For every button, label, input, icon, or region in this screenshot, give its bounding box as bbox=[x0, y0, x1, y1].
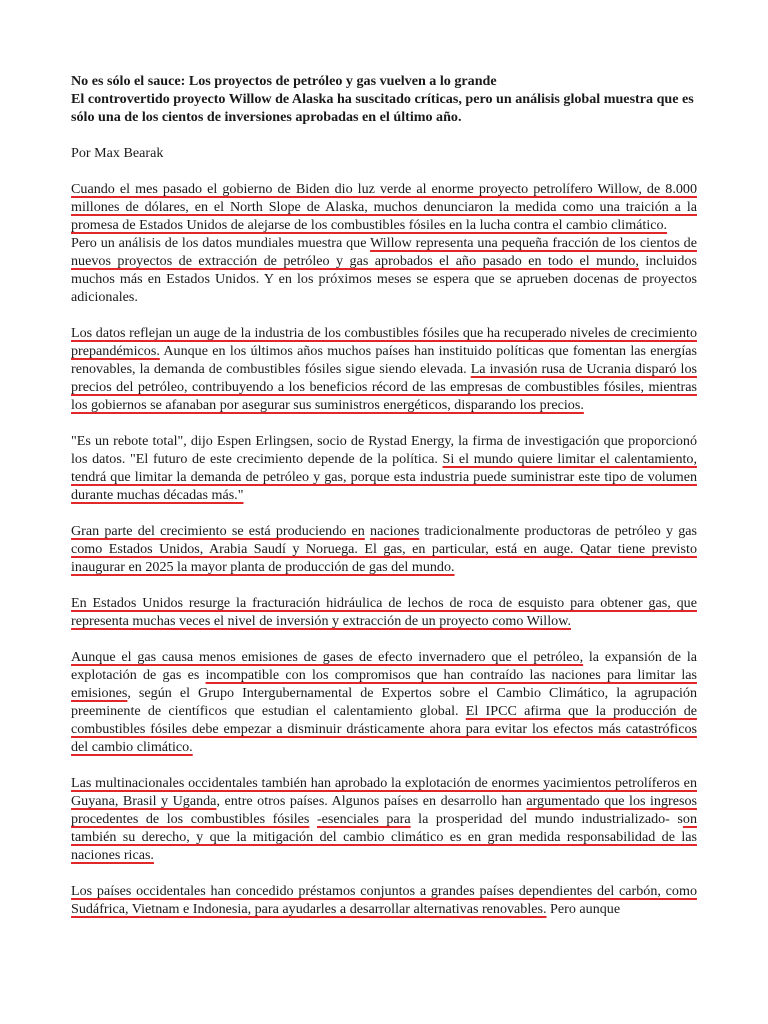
paragraph bbox=[71, 648, 697, 756]
text-run: tradicionalmente productoras de petróleo y gas bbox=[419, 523, 698, 539]
text-run bbox=[309, 811, 317, 827]
text-run: , según el Grupo Intergubernamental de Expertos sobre el Cambio Climático, la agrupación preeminente de científicos que estudian el calentamiento global. bbox=[71, 685, 697, 719]
underlined-text: -esenciales para bbox=[316, 811, 411, 827]
text-run: incluidos muchos más en Estados Unidos. Y en los próximos meses se espera que se aprueben docenas de proyectos adicionales. bbox=[71, 253, 697, 305]
paragraph bbox=[71, 774, 697, 864]
underlined-text: Cuando el mes pasado el gobierno de Biden dio luz verde al enorme proyecto petrolífero Willow, de 8.000 millones de dólares, en el North Slope de Alaska, muchos denunciaron la medida como una traición a la promesa de Estados Unidos de alejarse de los combustibles fósiles en la lucha contra el cambio climático. bbox=[71, 181, 697, 233]
underlined-text: Willow representa una pequeña fracción de los cientos de nuevos proyectos de extracción de petróleo y gas aprobados el año pasado en todo el mundo, bbox=[71, 235, 697, 269]
article-body bbox=[71, 180, 697, 918]
text-run: "Es un rebote total", dijo Espen Erlingsen, socio de Rystad Energy, la firma de investigación que proporcionó los datos. "El futuro de este crecimiento depende de la política. bbox=[71, 433, 697, 467]
paragraph bbox=[71, 594, 697, 630]
underlined-text: naciones bbox=[370, 523, 420, 539]
text-run: Pero aunque bbox=[546, 901, 621, 917]
underlined-text: La invasión rusa de Ucrania disparó los precios del petróleo, contribuyendo a los beneficios récord de las empresas de combustibles fósiles, mientras los gobiernos se afanaban por asegurar sus suministros energéticos, disparando los precios. bbox=[71, 361, 697, 413]
paragraph bbox=[71, 234, 697, 306]
underlined-text: Gran parte del crecimiento se está produciendo en bbox=[71, 523, 365, 539]
text-run: la prosperidad del mundo industrializado- s bbox=[410, 811, 683, 827]
paragraph bbox=[71, 882, 697, 918]
underlined-text: Las multinacionales occidentales también han aprobado la explotación de enormes yacimientos petrolíferos en Guyana, Brasil y Uganda bbox=[71, 775, 697, 809]
paragraph bbox=[71, 432, 697, 504]
underlined-text: argumentado que los ingresos procedentes de los combustibles fósiles bbox=[71, 793, 697, 827]
text-run: Pero un análisis de los datos mundiales muestra que bbox=[71, 235, 371, 251]
article-title: No es sólo el sauce: Los proyectos de petróleo y gas vuelven a lo grande bbox=[71, 73, 497, 89]
underlined-text: El IPCC afirma que la producción de combustibles fósiles debe empezar a disminuir drásticamente ahora para evitar los efectos más catastróficos del cambio climático. bbox=[71, 703, 698, 755]
underlined-text: como Estados Unidos, Arabia Saudí y Noruega. El gas, en particular, está en auge. Qatar tiene previsto inaugurar en 2025 la mayor planta de producción de gas del mundo. bbox=[71, 541, 697, 575]
byline: Por Max Bearak bbox=[71, 145, 164, 161]
text-run: la expansión de la explotación de gas es bbox=[71, 649, 697, 683]
paragraph bbox=[71, 180, 697, 234]
article-subtitle: El controvertido proyecto Willow de Alaska ha suscitado críticas, pero un análisis global muestra que es sólo una de los cientos de inversiones aprobadas en el último año. bbox=[71, 91, 694, 125]
underlined-text: Los países occidentales han concedido préstamos conjuntos a grandes países dependientes del carbón, como Sudáfrica, Vietnam e Indonesia, para ayudarles a desarrollar alternativas renovables. bbox=[71, 883, 697, 917]
text-run: , entre otros países. Algunos países en desarrollo han bbox=[216, 793, 527, 809]
underlined-text: Aunque el gas causa menos emisiones de gases de efecto invernadero que el petróleo, bbox=[71, 649, 584, 665]
underlined-text: incompatible con los compromisos que han contraído las naciones para limitar las emisiones bbox=[71, 667, 697, 701]
article-heading bbox=[71, 72, 697, 126]
text-run: Aunque en los últimos años muchos países han instituido políticas que fomentan las energías renovables, la demanda de combustibles fósiles sigue siendo elevada. bbox=[71, 343, 697, 377]
underlined-text: on también su derecho, y que la mitigación del cambio climático es en gran medida responsabilidad de las naciones ricas. bbox=[71, 811, 697, 863]
underlined-text: En Estados Unidos resurge la fracturación hidráulica de lechos de roca de esquisto para obtener gas, que representa muchas veces el nivel de inversión y extracción de un proyecto como Willow. bbox=[71, 595, 697, 629]
underlined-text: Si el mundo quiere limitar el calentamiento, tendrá que limitar la demanda de petróleo y gas, porque esta industria puede suministrar este tipo de volumen durante muchas décadas más." bbox=[71, 451, 697, 503]
paragraph bbox=[71, 324, 697, 414]
paragraph bbox=[71, 522, 697, 576]
underlined-text: Los datos reflejan un auge de la industria de los combustibles fósiles que ha recuperado niveles de crecimiento prepandémicos. bbox=[71, 325, 697, 359]
